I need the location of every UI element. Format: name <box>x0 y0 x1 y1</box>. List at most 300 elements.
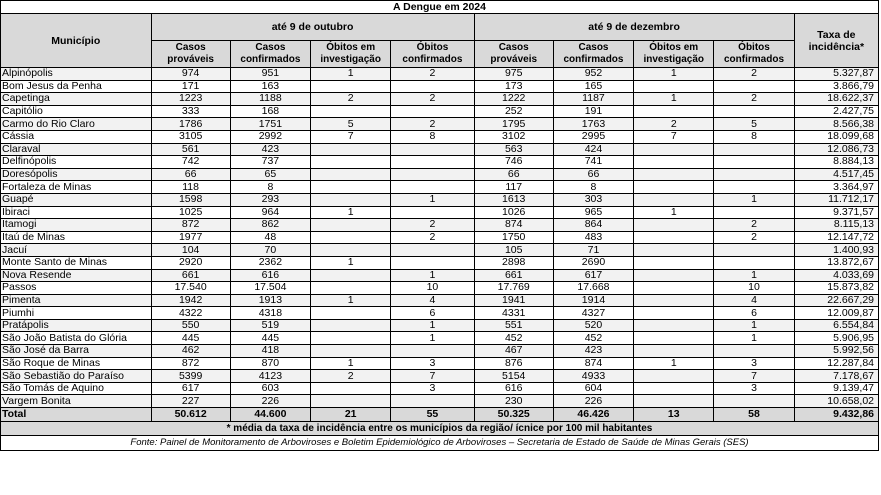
table-row <box>1 193 879 206</box>
cell-casos-confirmados-out: 293 <box>230 193 310 206</box>
cell-obitos-confirmados-out: 1 <box>391 269 474 282</box>
cell-taxa-incidencia: 12.147,72 <box>794 231 878 244</box>
cell-casos-provaveis-out: 445 <box>151 332 230 345</box>
table-row <box>1 332 879 345</box>
total-obitos-confirmados-dez: 58 <box>714 408 794 422</box>
subheader-obitos-investigacao-2: Óbitos em investigação <box>634 41 714 68</box>
table-row <box>1 231 879 244</box>
cell-obitos-investigacao-out <box>311 332 391 345</box>
cell-casos-confirmados-dez: 8 <box>553 181 633 194</box>
table-title: A Dengue em 2024 <box>0 0 879 13</box>
cell-taxa-incidencia: 7.178,67 <box>794 370 878 383</box>
cell-casos-confirmados-out: 17.504 <box>230 282 310 295</box>
subheader-casos-provaveis-1: Casos prováveis <box>151 41 230 68</box>
cell-obitos-confirmados-dez: 4 <box>714 294 794 307</box>
cell-obitos-investigacao-out <box>311 181 391 194</box>
cell-casos-confirmados-dez: 952 <box>553 68 633 81</box>
subheader-casos-confirmados-1: Casos confirmados <box>230 41 310 68</box>
cell-obitos-investigacao-out <box>311 244 391 257</box>
cell-obitos-investigacao-dez: 1 <box>634 206 714 219</box>
cell-casos-provaveis-dez: 1222 <box>474 93 553 106</box>
cell-casos-provaveis-out: 104 <box>151 244 230 257</box>
cell-municipio: Itaú de Minas <box>1 231 152 244</box>
cell-obitos-confirmados-dez: 2 <box>714 219 794 232</box>
cell-casos-provaveis-dez: 746 <box>474 156 553 169</box>
cell-obitos-investigacao-out <box>311 219 391 232</box>
cell-obitos-confirmados-dez <box>714 206 794 219</box>
cell-obitos-confirmados-dez: 10 <box>714 282 794 295</box>
cell-obitos-confirmados-out <box>391 345 474 358</box>
cell-obitos-confirmados-out: 2 <box>391 219 474 232</box>
cell-casos-confirmados-out: 8 <box>230 181 310 194</box>
cell-obitos-confirmados-dez <box>714 143 794 156</box>
header-period-outubro: até 9 de outubro <box>151 14 474 41</box>
cell-obitos-confirmados-dez <box>714 105 794 118</box>
cell-obitos-investigacao-out: 2 <box>311 370 391 383</box>
cell-obitos-confirmados-dez: 6 <box>714 307 794 320</box>
cell-casos-confirmados-out: 2992 <box>230 130 310 143</box>
cell-casos-provaveis-dez: 661 <box>474 269 553 282</box>
cell-obitos-investigacao-dez <box>634 382 714 395</box>
cell-obitos-investigacao-out <box>311 282 391 295</box>
table-row <box>1 93 879 106</box>
cell-taxa-incidencia: 12.009,87 <box>794 307 878 320</box>
table-row <box>1 68 879 81</box>
cell-municipio: Claraval <box>1 143 152 156</box>
cell-municipio: Guapé <box>1 193 152 206</box>
cell-casos-provaveis-out: 1942 <box>151 294 230 307</box>
cell-obitos-investigacao-dez <box>634 231 714 244</box>
table-row <box>1 269 879 282</box>
cell-casos-confirmados-out: 1188 <box>230 93 310 106</box>
cell-casos-confirmados-dez: 617 <box>553 269 633 282</box>
cell-obitos-investigacao-dez: 1 <box>634 93 714 106</box>
total-casos-provaveis-out: 50.612 <box>151 408 230 422</box>
cell-taxa-incidencia: 10.658,02 <box>794 395 878 408</box>
cell-casos-confirmados-out: 2362 <box>230 256 310 269</box>
cell-taxa-incidencia: 4.033,69 <box>794 269 878 282</box>
subheader-obitos-investigacao-1: Óbitos em investigação <box>311 41 391 68</box>
cell-casos-provaveis-dez: 467 <box>474 345 553 358</box>
cell-municipio: Vargem Bonita <box>1 395 152 408</box>
cell-obitos-confirmados-dez <box>714 168 794 181</box>
cell-taxa-incidencia: 4.517,45 <box>794 168 878 181</box>
cell-municipio: São Roque de Minas <box>1 357 152 370</box>
cell-obitos-confirmados-dez: 7 <box>714 370 794 383</box>
cell-casos-provaveis-dez: 5154 <box>474 370 553 383</box>
table-row <box>1 156 879 169</box>
cell-casos-confirmados-out: 418 <box>230 345 310 358</box>
subheader-casos-provaveis-2: Casos prováveis <box>474 41 553 68</box>
table-row <box>1 382 879 395</box>
table-row <box>1 345 879 358</box>
cell-casos-provaveis-out: 561 <box>151 143 230 156</box>
cell-taxa-incidencia: 6.554,84 <box>794 319 878 332</box>
total-obitos-confirmados-out: 55 <box>391 408 474 422</box>
cell-obitos-investigacao-out <box>311 345 391 358</box>
cell-casos-provaveis-dez: 117 <box>474 181 553 194</box>
cell-casos-provaveis-out: 1598 <box>151 193 230 206</box>
cell-casos-confirmados-dez: 2690 <box>553 256 633 269</box>
table-row <box>1 294 879 307</box>
cell-municipio: Pratápolis <box>1 319 152 332</box>
cell-obitos-confirmados-out: 2 <box>391 118 474 131</box>
cell-casos-provaveis-dez: 563 <box>474 143 553 156</box>
cell-casos-confirmados-out: 423 <box>230 143 310 156</box>
cell-obitos-confirmados-out: 2 <box>391 93 474 106</box>
cell-obitos-confirmados-out: 2 <box>391 68 474 81</box>
cell-obitos-confirmados-dez: 2 <box>714 93 794 106</box>
cell-casos-confirmados-out: 1913 <box>230 294 310 307</box>
cell-municipio: Passos <box>1 282 152 295</box>
cell-taxa-incidencia: 3.866,79 <box>794 80 878 93</box>
cell-casos-provaveis-dez: 616 <box>474 382 553 395</box>
cell-casos-confirmados-dez: 604 <box>553 382 633 395</box>
cell-casos-provaveis-out: 333 <box>151 105 230 118</box>
cell-obitos-confirmados-out: 3 <box>391 357 474 370</box>
cell-obitos-investigacao-dez <box>634 244 714 257</box>
cell-obitos-confirmados-out <box>391 181 474 194</box>
cell-casos-provaveis-dez: 17.769 <box>474 282 553 295</box>
cell-taxa-incidencia: 15.873,82 <box>794 282 878 295</box>
cell-obitos-confirmados-dez: 3 <box>714 382 794 395</box>
cell-casos-provaveis-dez: 105 <box>474 244 553 257</box>
cell-casos-confirmados-dez: 71 <box>553 244 633 257</box>
cell-municipio: Pimenta <box>1 294 152 307</box>
cell-taxa-incidencia: 12.086,73 <box>794 143 878 156</box>
cell-casos-confirmados-dez: 1763 <box>553 118 633 131</box>
cell-casos-confirmados-out: 4318 <box>230 307 310 320</box>
cell-casos-provaveis-dez: 1613 <box>474 193 553 206</box>
total-row <box>1 408 879 422</box>
dengue-table <box>0 13 879 422</box>
cell-obitos-investigacao-out: 1 <box>311 256 391 269</box>
table-row <box>1 143 879 156</box>
cell-casos-confirmados-out: 519 <box>230 319 310 332</box>
cell-obitos-confirmados-out <box>391 168 474 181</box>
cell-municipio: Capitólio <box>1 105 152 118</box>
cell-taxa-incidencia: 11.712,17 <box>794 193 878 206</box>
cell-municipio: Nova Resende <box>1 269 152 282</box>
cell-taxa-incidencia: 8.884,13 <box>794 156 878 169</box>
cell-casos-provaveis-out: 1223 <box>151 93 230 106</box>
cell-casos-provaveis-out: 1025 <box>151 206 230 219</box>
cell-obitos-confirmados-out: 4 <box>391 294 474 307</box>
table-row <box>1 105 879 118</box>
cell-casos-provaveis-out: 118 <box>151 181 230 194</box>
cell-obitos-confirmados-out: 1 <box>391 332 474 345</box>
cell-obitos-confirmados-out: 2 <box>391 231 474 244</box>
subheader-casos-confirmados-2: Casos confirmados <box>553 41 633 68</box>
cell-obitos-confirmados-out <box>391 244 474 257</box>
cell-casos-provaveis-dez: 66 <box>474 168 553 181</box>
cell-obitos-confirmados-dez: 1 <box>714 269 794 282</box>
cell-casos-provaveis-out: 550 <box>151 319 230 332</box>
cell-obitos-confirmados-dez <box>714 256 794 269</box>
cell-casos-provaveis-dez: 1941 <box>474 294 553 307</box>
cell-casos-provaveis-out: 872 <box>151 219 230 232</box>
cell-taxa-incidencia: 9.371,57 <box>794 206 878 219</box>
cell-obitos-investigacao-dez <box>634 395 714 408</box>
cell-casos-confirmados-out: 964 <box>230 206 310 219</box>
subheader-obitos-confirmados-1: Óbitos confirmados <box>391 41 474 68</box>
cell-casos-confirmados-out: 862 <box>230 219 310 232</box>
cell-obitos-confirmados-out <box>391 206 474 219</box>
table-row <box>1 307 879 320</box>
cell-taxa-incidencia: 8.566,38 <box>794 118 878 131</box>
cell-casos-confirmados-dez: 965 <box>553 206 633 219</box>
cell-obitos-investigacao-out: 1 <box>311 206 391 219</box>
table-row <box>1 118 879 131</box>
cell-casos-provaveis-out: 3105 <box>151 130 230 143</box>
cell-casos-provaveis-out: 872 <box>151 357 230 370</box>
header-municipio: Município <box>1 14 152 68</box>
cell-taxa-incidencia: 13.872,67 <box>794 256 878 269</box>
cell-obitos-confirmados-dez: 3 <box>714 357 794 370</box>
header-taxa <box>794 14 878 68</box>
cell-obitos-investigacao-dez <box>634 181 714 194</box>
cell-taxa-incidencia: 5.906,95 <box>794 332 878 345</box>
cell-obitos-confirmados-out: 10 <box>391 282 474 295</box>
cell-obitos-investigacao-out: 1 <box>311 357 391 370</box>
cell-obitos-investigacao-out <box>311 143 391 156</box>
cell-casos-confirmados-dez: 520 <box>553 319 633 332</box>
cell-obitos-investigacao-out <box>311 80 391 93</box>
cell-obitos-confirmados-out <box>391 395 474 408</box>
cell-obitos-investigacao-dez <box>634 282 714 295</box>
cell-obitos-investigacao-dez <box>634 80 714 93</box>
cell-obitos-investigacao-dez: 1 <box>634 68 714 81</box>
cell-obitos-confirmados-out: 1 <box>391 193 474 206</box>
cell-casos-provaveis-out: 2920 <box>151 256 230 269</box>
cell-obitos-investigacao-dez: 7 <box>634 130 714 143</box>
table-row <box>1 130 879 143</box>
cell-obitos-confirmados-dez <box>714 244 794 257</box>
cell-casos-confirmados-dez: 2995 <box>553 130 633 143</box>
cell-obitos-investigacao-dez <box>634 143 714 156</box>
cell-obitos-investigacao-out: 5 <box>311 118 391 131</box>
cell-casos-provaveis-out: 742 <box>151 156 230 169</box>
cell-casos-confirmados-dez: 874 <box>553 357 633 370</box>
cell-casos-provaveis-out: 1786 <box>151 118 230 131</box>
cell-casos-confirmados-out: 226 <box>230 395 310 408</box>
cell-casos-confirmados-out: 616 <box>230 269 310 282</box>
cell-casos-provaveis-dez: 452 <box>474 332 553 345</box>
cell-taxa-incidencia: 22.667,29 <box>794 294 878 307</box>
cell-casos-provaveis-out: 974 <box>151 68 230 81</box>
table-row <box>1 181 879 194</box>
cell-obitos-investigacao-out <box>311 319 391 332</box>
cell-taxa-incidencia: 18.099,68 <box>794 130 878 143</box>
cell-obitos-confirmados-dez <box>714 80 794 93</box>
cell-obitos-investigacao-dez <box>634 332 714 345</box>
cell-casos-provaveis-out: 661 <box>151 269 230 282</box>
cell-obitos-investigacao-dez: 1 <box>634 357 714 370</box>
cell-taxa-incidencia: 5.992,56 <box>794 345 878 358</box>
cell-obitos-confirmados-dez: 1 <box>714 332 794 345</box>
cell-casos-confirmados-out: 163 <box>230 80 310 93</box>
cell-casos-confirmados-dez: 424 <box>553 143 633 156</box>
cell-casos-provaveis-out: 227 <box>151 395 230 408</box>
cell-obitos-confirmados-out <box>391 156 474 169</box>
cell-casos-provaveis-out: 66 <box>151 168 230 181</box>
cell-obitos-investigacao-dez <box>634 168 714 181</box>
cell-obitos-confirmados-out: 3 <box>391 382 474 395</box>
source-line: Fonte: Painel de Monitoramento de Arboviroses e Boletim Epidemiológico de Arboviroses – Secretaria de Estado de Saúde de Minas Gerais (SES) <box>0 436 879 451</box>
cell-obitos-investigacao-out <box>311 105 391 118</box>
cell-obitos-confirmados-dez: 1 <box>714 319 794 332</box>
cell-obitos-investigacao-out <box>311 269 391 282</box>
cell-casos-provaveis-out: 617 <box>151 382 230 395</box>
table-row <box>1 168 879 181</box>
cell-obitos-investigacao-out: 1 <box>311 294 391 307</box>
cell-municipio: Carmo do Rio Claro <box>1 118 152 131</box>
cell-casos-confirmados-dez: 17.668 <box>553 282 633 295</box>
cell-casos-provaveis-dez: 4331 <box>474 307 553 320</box>
cell-casos-confirmados-dez: 66 <box>553 168 633 181</box>
cell-obitos-confirmados-out <box>391 80 474 93</box>
cell-casos-provaveis-dez: 230 <box>474 395 553 408</box>
cell-casos-confirmados-out: 445 <box>230 332 310 345</box>
cell-casos-provaveis-dez: 1026 <box>474 206 553 219</box>
cell-municipio: Jacuí <box>1 244 152 257</box>
cell-casos-confirmados-dez: 191 <box>553 105 633 118</box>
cell-casos-provaveis-dez: 173 <box>474 80 553 93</box>
cell-obitos-investigacao-out <box>311 193 391 206</box>
cell-obitos-investigacao-out <box>311 231 391 244</box>
table-row <box>1 357 879 370</box>
cell-casos-confirmados-out: 4123 <box>230 370 310 383</box>
total-municipio: Total <box>1 408 152 422</box>
cell-obitos-investigacao-dez <box>634 269 714 282</box>
total-obitos-investigacao-out: 21 <box>311 408 391 422</box>
cell-obitos-confirmados-dez <box>714 156 794 169</box>
cell-casos-provaveis-out: 171 <box>151 80 230 93</box>
cell-casos-provaveis-dez: 876 <box>474 357 553 370</box>
cell-taxa-incidencia: 1.400,93 <box>794 244 878 257</box>
table-row <box>1 80 879 93</box>
cell-obitos-investigacao-out: 7 <box>311 130 391 143</box>
cell-casos-provaveis-dez: 3102 <box>474 130 553 143</box>
cell-casos-confirmados-out: 737 <box>230 156 310 169</box>
cell-municipio: Piumhi <box>1 307 152 320</box>
cell-taxa-incidencia: 9.139,47 <box>794 382 878 395</box>
cell-casos-provaveis-dez: 551 <box>474 319 553 332</box>
cell-obitos-investigacao-out <box>311 156 391 169</box>
cell-casos-provaveis-out: 5399 <box>151 370 230 383</box>
cell-casos-provaveis-out: 462 <box>151 345 230 358</box>
total-casos-confirmados-dez: 46.426 <box>553 408 633 422</box>
total-casos-confirmados-out: 44.600 <box>230 408 310 422</box>
table-row <box>1 319 879 332</box>
cell-obitos-confirmados-out: 8 <box>391 130 474 143</box>
cell-obitos-investigacao-dez <box>634 156 714 169</box>
cell-taxa-incidencia: 2.427,75 <box>794 105 878 118</box>
cell-obitos-investigacao-out <box>311 307 391 320</box>
cell-municipio: Bom Jesus da Penha <box>1 80 152 93</box>
cell-obitos-investigacao-dez <box>634 307 714 320</box>
cell-obitos-confirmados-dez <box>714 181 794 194</box>
cell-obitos-investigacao-out <box>311 395 391 408</box>
cell-casos-confirmados-out: 1751 <box>230 118 310 131</box>
cell-obitos-investigacao-out <box>311 168 391 181</box>
cell-municipio: Monte Santo de Minas <box>1 256 152 269</box>
cell-casos-provaveis-dez: 1750 <box>474 231 553 244</box>
cell-casos-confirmados-dez: 4327 <box>553 307 633 320</box>
cell-casos-confirmados-dez: 423 <box>553 345 633 358</box>
total-obitos-investigacao-dez: 13 <box>634 408 714 422</box>
cell-casos-confirmados-dez: 4933 <box>553 370 633 383</box>
header-period-dezembro: até 9 de dezembro <box>474 14 794 41</box>
cell-obitos-confirmados-dez: 1 <box>714 193 794 206</box>
table-row <box>1 219 879 232</box>
cell-municipio: Cássia <box>1 130 152 143</box>
cell-casos-confirmados-dez: 741 <box>553 156 633 169</box>
cell-municipio: São Sebastião do Paraíso <box>1 370 152 383</box>
cell-casos-confirmados-dez: 303 <box>553 193 633 206</box>
footnote: * média da taxa de incidência entre os municípios da região/ ícnice por 100 mil habitantes <box>0 422 879 436</box>
cell-casos-confirmados-out: 168 <box>230 105 310 118</box>
cell-municipio: Ibiraci <box>1 206 152 219</box>
cell-obitos-confirmados-dez: 5 <box>714 118 794 131</box>
cell-casos-provaveis-dez: 874 <box>474 219 553 232</box>
cell-taxa-incidencia: 8.115,13 <box>794 219 878 232</box>
cell-municipio: São João Batista do Glória <box>1 332 152 345</box>
cell-taxa-incidencia: 3.364,97 <box>794 181 878 194</box>
cell-casos-provaveis-dez: 2898 <box>474 256 553 269</box>
cell-obitos-investigacao-dez <box>634 193 714 206</box>
cell-obitos-confirmados-out <box>391 105 474 118</box>
cell-obitos-confirmados-out: 1 <box>391 319 474 332</box>
cell-obitos-investigacao-out <box>311 382 391 395</box>
cell-obitos-investigacao-out: 1 <box>311 68 391 81</box>
cell-obitos-investigacao-dez <box>634 256 714 269</box>
cell-casos-provaveis-out: 17.540 <box>151 282 230 295</box>
cell-municipio: São Tomás de Aquino <box>1 382 152 395</box>
cell-casos-confirmados-dez: 1914 <box>553 294 633 307</box>
cell-municipio: Capetinga <box>1 93 152 106</box>
cell-obitos-confirmados-out <box>391 256 474 269</box>
cell-casos-confirmados-dez: 226 <box>553 395 633 408</box>
table-row <box>1 206 879 219</box>
cell-casos-confirmados-out: 65 <box>230 168 310 181</box>
cell-municipio: Doresópolis <box>1 168 152 181</box>
cell-obitos-investigacao-dez <box>634 319 714 332</box>
cell-casos-confirmados-out: 951 <box>230 68 310 81</box>
cell-obitos-confirmados-out: 7 <box>391 370 474 383</box>
cell-taxa-incidencia: 12.287,84 <box>794 357 878 370</box>
cell-obitos-investigacao-dez <box>634 294 714 307</box>
cell-obitos-confirmados-dez <box>714 395 794 408</box>
table-row <box>1 395 879 408</box>
cell-municipio: Delfinópolis <box>1 156 152 169</box>
header-taxa-label: Taxa de incidência* <box>808 28 865 53</box>
cell-obitos-investigacao-dez: 2 <box>634 118 714 131</box>
cell-obitos-confirmados-dez <box>714 345 794 358</box>
cell-taxa-incidencia: 5.327,87 <box>794 68 878 81</box>
cell-casos-confirmados-out: 870 <box>230 357 310 370</box>
cell-casos-confirmados-out: 48 <box>230 231 310 244</box>
cell-casos-confirmados-dez: 864 <box>553 219 633 232</box>
cell-obitos-confirmados-out <box>391 143 474 156</box>
cell-casos-confirmados-dez: 1187 <box>553 93 633 106</box>
table-row <box>1 244 879 257</box>
cell-municipio: Itamogi <box>1 219 152 232</box>
cell-municipio: São José da Barra <box>1 345 152 358</box>
cell-casos-confirmados-dez: 165 <box>553 80 633 93</box>
cell-obitos-investigacao-dez <box>634 345 714 358</box>
cell-municipio: Alpinópolis <box>1 68 152 81</box>
